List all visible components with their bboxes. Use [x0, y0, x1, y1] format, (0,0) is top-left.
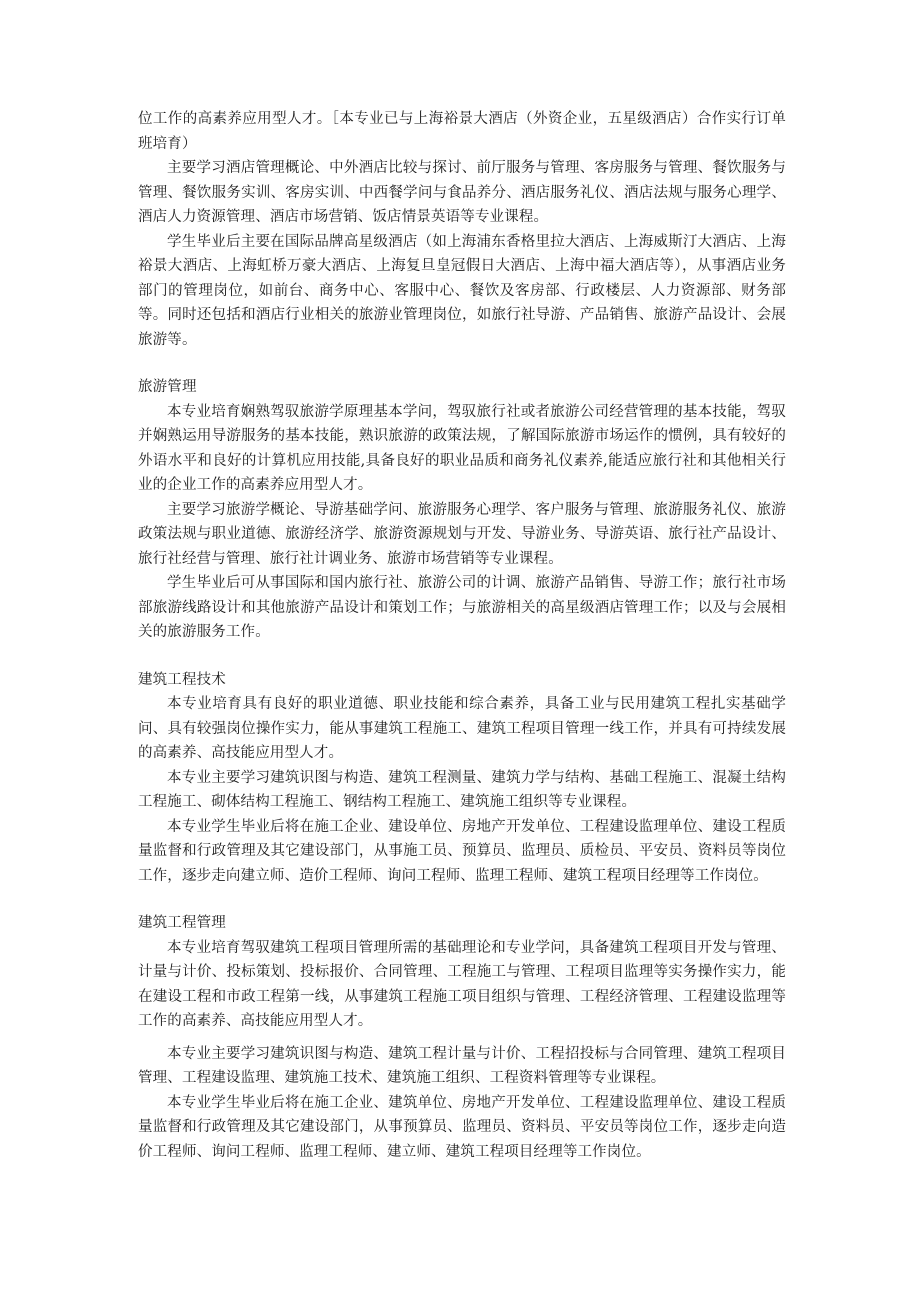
construction-mgmt-careers: 本专业学生毕业后将在施工企业、建筑单位、房地产开发单位、工程建设监理单位、建设工程质量监督和行政管理及其它建设部门，从事预算员、监理员、资料员、平安员等岗位工作，逐步走向造价工程师、询问工程师、监理工程师、建立师、建筑工程项目经理等工作岗位。 — [138, 1094, 786, 1160]
hotel-careers: 学生毕业后主要在国际品牌高星级酒店（如上海浦东香格里拉大酒店、上海威斯汀大酒店、上海裕景大酒店、上海虹桥万豪大酒店、上海复旦皇冠假日大酒店、上海中福大酒店等），从事酒店业务部门的管理岗位，如前台、商务中心、客服中心、餐饮及客房部、行政楼层、人力资源部、财务部等。同时还包括和酒店行业相关的旅游业管理岗位，如旅行社导游、产品销售、旅游产品设计、会展旅游等。 — [138, 233, 786, 348]
section-tourism-management — [138, 375, 786, 645]
construction-mgmt-intro: 本专业培育驾驭建筑工程项目管理所需的基础理论和专业学问，具备建筑工程项目开发与管理、计量与计价、投标策划、投标报价、合同管理、工程施工与管理、工程项目监理等实务操作实力，能在建设工程和市政工程第一线，从事建筑工程施工项目组织与管理、工程经济管理、工程建设监理等工作的高素养、高技能应用型人才。 — [138, 939, 786, 1029]
section-hotel-management — [138, 107, 786, 352]
construction-tech-intro: 本专业培育具有良好的职业道德、职业技能和综合素养，具备工业与民用建筑工程扎实基础学问、具有较强岗位操作实力，能从事建筑工程施工、建筑工程项目管理一线工作，并具有可持续发展的高素养、高技能应用型人才。 — [138, 696, 786, 761]
construction-tech-careers: 本专业学生毕业后将在施工企业、建设单位、房地产开发单位、工程建设监理单位、建设工程质量监督和行政管理及其它建设部门，从事施工员、预算员、监理员、质检员、平安员、资料员等岗位工作，逐步走向建立师、造价工程师、询问工程师、监理工程师、建筑工程项目经理等工作岗位。 — [138, 818, 786, 884]
section-construction-technology — [138, 668, 786, 889]
tourism-title: 旅游管理 — [138, 379, 197, 395]
hotel-courses: 主要学习酒店管理概论、中外酒店比较与探讨、前厅服务与管理、客房服务与管理、餐饮服务与管理、餐饮服务实训、客房实训、中西餐学问与食品养分、酒店服务礼仪、酒店法规与服务心理学、酒店人力资源管理、酒店市场营销、饭店情景英语等专业课程。 — [138, 160, 786, 225]
tourism-careers: 学生毕业后可从事国际和国内旅行社、旅游公司的计调、旅游产品销售、导游工作；旅行社市场部旅游线路设计和其他旅游产品设计和策划工作；与旅游相关的高星级酒店管理工作；以及与会展相关的旅游服务工作。 — [138, 575, 786, 640]
construction-mgmt-courses: 本专业主要学习建筑识图与构造、建筑工程计量与计价、工程招投标与合同管理、建筑工程项目管理、工程建设监理、建筑施工技术、建筑施工组织、工程资料管理等专业课程。 — [138, 1045, 786, 1086]
construction-tech-title: 建筑工程技术 — [138, 671, 226, 688]
hotel-intro-tail: 位工作的高素养应用型人才。［本专业已与上海裕景大酒店（外资企业，五星级酒店）合作实行订单班培育） — [138, 111, 786, 152]
section-construction-management — [138, 911, 786, 1164]
construction-mgmt-title: 建筑工程管理 — [138, 915, 226, 931]
tourism-intro: 本专业培育娴熟驾驭旅游学原理基本学问，驾驭旅行社或者旅游公司经营管理的基本技能，驾驭并娴熟运用导游服务的基本技能，熟识旅游的政策法规，了解国际旅游市场运作的惯例，具有较好的外语水平和良好的计算机应用技能,具备良好的职业品质和商务礼仪素养,能适应旅行社和其他相关行业的企业工作的高素养应用型人才。 — [138, 403, 786, 493]
construction-tech-courses: 本专业主要学习建筑识图与构造、建筑工程测量、建筑力学与结构、基础工程施工、混凝土结构工程施工、砌体结构工程施工、钢结构工程施工、建筑施工组织等专业课程。 — [138, 769, 786, 810]
tourism-courses: 主要学习旅游学概论、导游基础学问、旅游服务心理学、客户服务与管理、旅游服务礼仪、旅游政策法规与职业道德、旅游经济学、旅游资源规划与开发、导游业务、导游英语、旅行社产品设计、旅行社经营与管理、旅行社计调业务、旅游市场营销等专业课程。 — [138, 501, 786, 567]
document-page — [138, 107, 786, 1164]
